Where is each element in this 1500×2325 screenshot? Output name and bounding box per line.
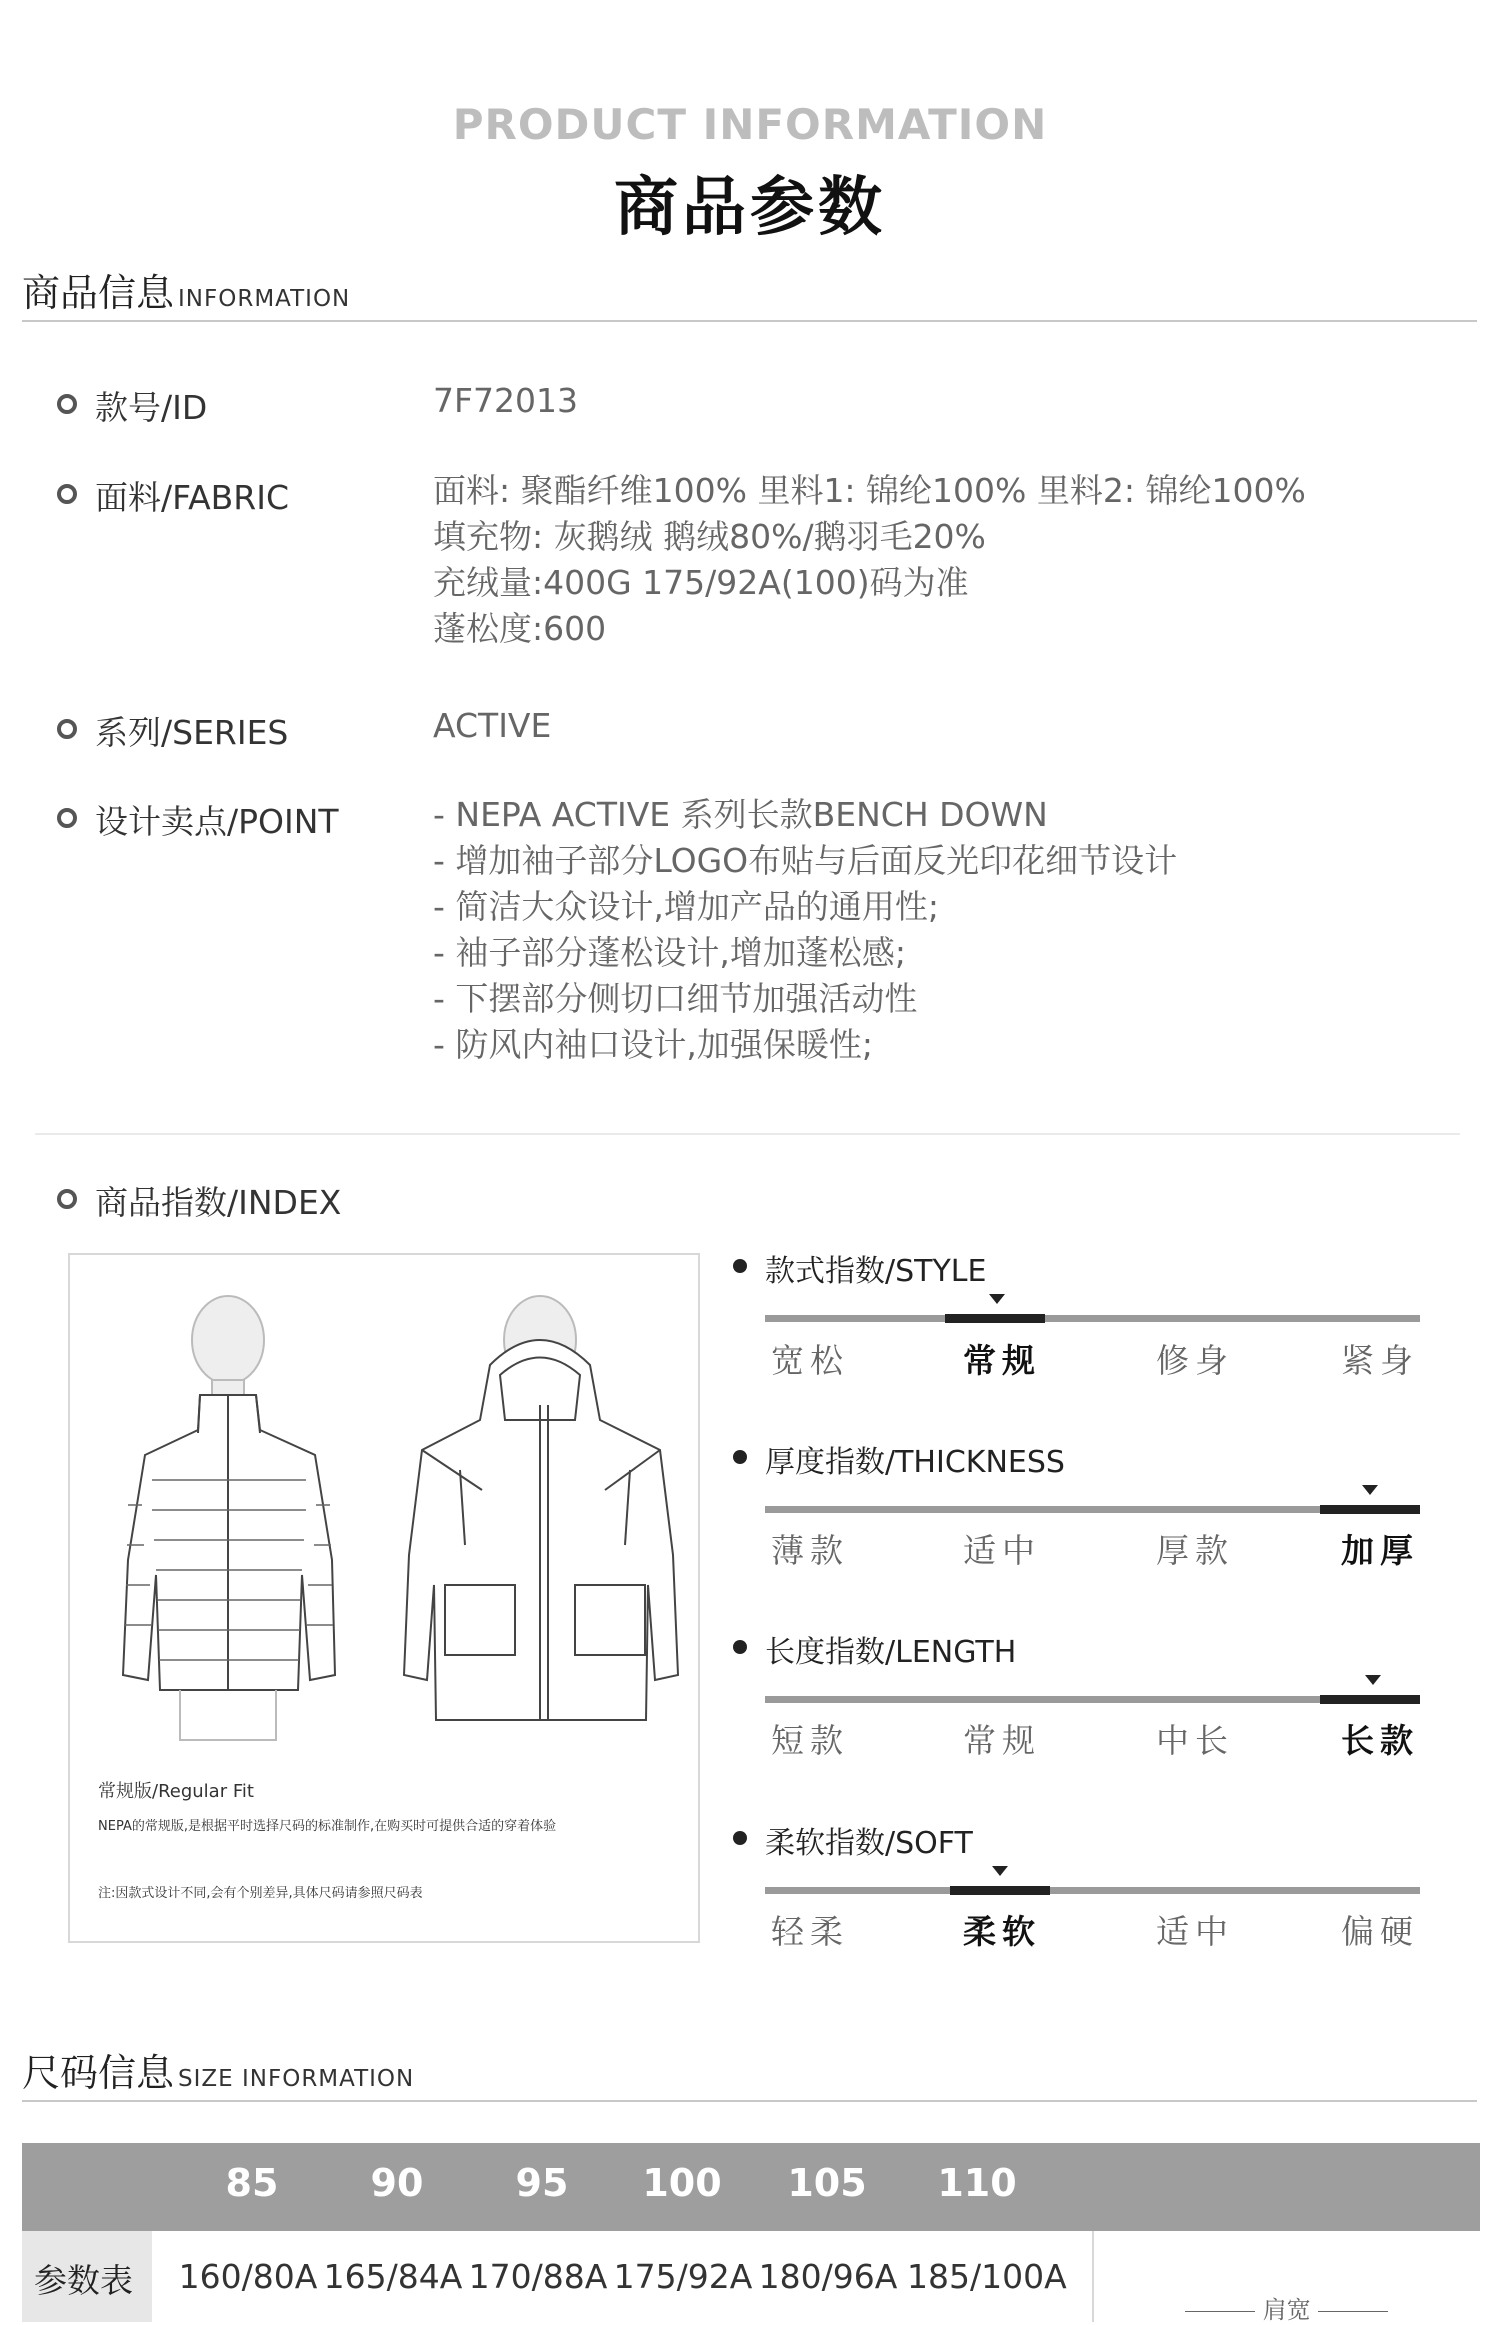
thickness-option: 厚款 xyxy=(1156,1531,1234,1570)
shoulder-width-diagram xyxy=(1185,2290,1388,2325)
size-header-cell: 90 xyxy=(370,2161,424,2205)
section-divider xyxy=(35,1133,1460,1135)
length-option-selected: 长款 xyxy=(1341,1721,1419,1760)
size-value-cell: 175/92A xyxy=(613,2257,753,2296)
row-label: 参数表 xyxy=(34,2261,133,2300)
size-header-cell: 105 xyxy=(787,2161,867,2205)
fabric-line: 充绒量:400G 175/92A(100)码为准 xyxy=(433,563,969,602)
bullet-icon xyxy=(733,1450,747,1464)
bullet-icon xyxy=(733,1640,747,1654)
shoulder-width-label: 肩宽 xyxy=(1262,2296,1311,2324)
size-value-cell: 180/96A xyxy=(758,2257,898,2296)
bullet-icon xyxy=(57,808,77,828)
size-header-cell: 100 xyxy=(642,2161,722,2205)
fit-illustration-panel xyxy=(68,1253,700,1943)
style-scale-track xyxy=(765,1315,1420,1322)
arrow-right-icon xyxy=(1318,2311,1388,2312)
size-table-header xyxy=(22,2143,1480,2231)
size-table-row xyxy=(22,2231,1094,2322)
style-indicator-icon xyxy=(989,1294,1005,1304)
id-label: 款号/ID xyxy=(95,388,208,427)
header-title-en: PRODUCT INFORMATION xyxy=(452,100,1048,149)
size-info-title-cn: 尺码信息 xyxy=(22,2051,175,2095)
fabric-line: 填充物: 灰鹅绒 鹅绒80%/鹅羽毛20% xyxy=(433,517,986,556)
id-value: 7F72013 xyxy=(433,381,578,420)
size-value-cell: 165/84A xyxy=(323,2257,463,2296)
style-index-title: 款式指数/STYLE xyxy=(765,1254,987,1289)
soft-indicator-icon xyxy=(992,1866,1008,1876)
section-divider xyxy=(22,2100,1477,2102)
bullet-icon xyxy=(733,1831,747,1845)
style-option: 修身 xyxy=(1156,1341,1234,1380)
bullet-icon xyxy=(57,1189,77,1209)
fit-title: 常规版/Regular Fit xyxy=(98,1781,254,1802)
arrow-left-icon xyxy=(1185,2311,1255,2312)
series-value: ACTIVE xyxy=(433,706,552,745)
point-line: - 增加袖子部分LOGO布贴与后面反光印花细节设计 xyxy=(433,841,1178,880)
length-scale-selected xyxy=(1320,1695,1420,1704)
style-option-selected: 常规 xyxy=(963,1341,1041,1380)
soft-option-selected: 柔软 xyxy=(963,1912,1041,1951)
thickness-index-title: 厚度指数/THICKNESS xyxy=(765,1445,1065,1480)
size-value-cell: 185/100A xyxy=(907,2257,1067,2296)
fabric-label: 面料/FABRIC xyxy=(95,478,289,517)
style-option: 紧身 xyxy=(1341,1341,1419,1380)
length-option: 常规 xyxy=(963,1721,1041,1760)
series-label: 系列/SERIES xyxy=(95,713,289,752)
thickness-option: 薄款 xyxy=(771,1531,849,1570)
size-info-title-en: SIZE INFORMATION xyxy=(178,2066,415,2092)
fit-note: 注:因款式设计不同,会有个别差异,具体尺码请参照尺码表 xyxy=(98,1886,423,1901)
section-divider xyxy=(22,320,1477,322)
bullet-icon xyxy=(57,394,77,414)
fabric-line: 蓬松度:600 xyxy=(433,609,607,648)
point-line: - NEPA ACTIVE 系列长款BENCH DOWN xyxy=(433,795,1048,834)
thickness-option: 适中 xyxy=(963,1531,1041,1570)
fabric-line: 面料: 聚酯纤维100% 里料1: 锦纶100% 里料2: 锦纶100% xyxy=(433,471,1306,510)
size-header-cell: 95 xyxy=(515,2161,569,2205)
soft-option: 适中 xyxy=(1156,1912,1234,1951)
row-label-cell xyxy=(22,2231,152,2322)
product-info-heading xyxy=(22,262,350,317)
length-indicator-icon xyxy=(1365,1675,1381,1685)
point-line: - 防风内袖口设计,加强保暖性; xyxy=(433,1025,874,1064)
soft-scale-selected xyxy=(950,1886,1050,1895)
point-line: - 简洁大众设计,增加产品的通用性; xyxy=(433,887,940,926)
bullet-icon xyxy=(733,1259,747,1273)
product-info-title-cn: 商品信息 xyxy=(22,271,175,315)
length-option: 短款 xyxy=(771,1721,849,1760)
index-label: 商品指数/INDEX xyxy=(95,1183,342,1222)
thickness-scale-selected xyxy=(1320,1505,1420,1514)
soft-scale-track xyxy=(765,1887,1420,1894)
length-option: 中长 xyxy=(1156,1721,1234,1760)
bullet-icon xyxy=(57,484,77,504)
point-label: 设计卖点/POINT xyxy=(95,802,339,841)
size-value-cell: 170/88A xyxy=(468,2257,608,2296)
product-info-title-en: INFORMATION xyxy=(178,286,351,312)
soft-option: 偏硬 xyxy=(1341,1912,1419,1951)
point-line: - 袖子部分蓬松设计,增加蓬松感; xyxy=(433,933,907,972)
size-value-cell: 160/80A xyxy=(178,2257,318,2296)
point-line: - 下摆部分侧切口细节加强活动性 xyxy=(433,979,918,1018)
thickness-option-selected: 加厚 xyxy=(1341,1531,1419,1570)
bullet-icon xyxy=(57,719,77,739)
length-scale-track xyxy=(765,1696,1420,1703)
style-scale-selected xyxy=(945,1314,1045,1323)
style-option: 宽松 xyxy=(771,1341,849,1380)
header-title-cn: 商品参数 xyxy=(614,171,886,245)
size-header-cell: 110 xyxy=(937,2161,1017,2205)
soft-option: 轻柔 xyxy=(771,1912,849,1951)
length-index-title: 长度指数/LENGTH xyxy=(765,1635,1017,1670)
thickness-indicator-icon xyxy=(1362,1485,1378,1495)
soft-index-title: 柔软指数/SOFT xyxy=(765,1826,973,1861)
size-header-cell: 85 xyxy=(225,2161,279,2205)
thickness-scale-track xyxy=(765,1506,1420,1513)
jacket-illustration xyxy=(70,1255,698,1755)
fit-description: NEPA的常规版,是根据平时选择尺码的标准制作,在购买时可提供合适的穿着体验 xyxy=(98,1819,557,1834)
size-info-heading xyxy=(22,2042,414,2097)
